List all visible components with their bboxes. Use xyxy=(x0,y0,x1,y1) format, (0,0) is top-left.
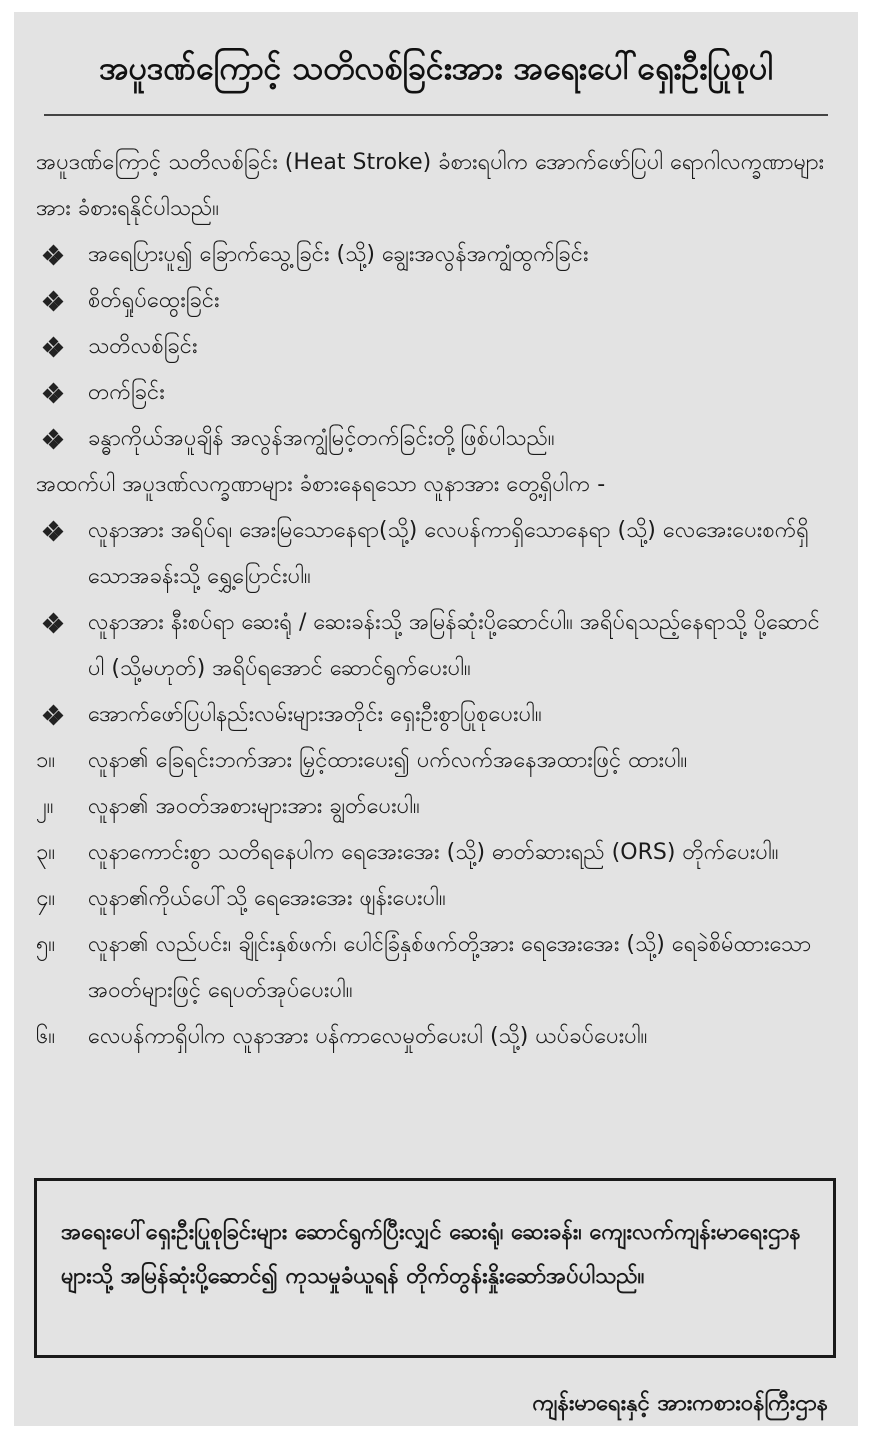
symptom-text: တက်ခြင်း xyxy=(88,380,165,405)
ministry-signature: ကျန်းမာရေးနှင့် အားကစားဝန်ကြီးဌာန xyxy=(532,1391,828,1416)
step-number: ၆။ xyxy=(36,1024,56,1049)
step-number: ၂။ xyxy=(36,794,54,819)
action-text: လူနာအား နီးစပ်ရာ ဆေးရုံ / ဆေးခန်းသို့ အမြန်ဆုံးပို့ဆောင်ပါ။ အရိပ်ရသည့်နေရာသို့ ပို့ဆောင်ပါ (သို့မဟုတ်) အရိပ်ရအောင် ဆောင်ရွက်ပေးပါ။ xyxy=(88,610,820,681)
symptom-text: သတိလစ်ခြင်း xyxy=(88,334,198,359)
symptom-text: ခန္ဓာကိုယ်အပူချိန် အလွန်အကျွံမြင့်တက်ခြင်းတို့ဖြစ်ပါသည်။ xyxy=(88,426,555,451)
symptom-text: စိတ်ရှုပ်ထွေးခြင်း xyxy=(88,288,220,313)
symptom-text: အရေပြားပူ၍ ခြောက်သွေ့ခြင်း (သို့) ချွေးအလွန်အကျွံထွက်ခြင်း xyxy=(88,242,589,267)
step-text: လူနာ၏ လည်ပင်း၊ ချိုင်းနှစ်ဖက်၊ ပေါင်ခြံနှစ်ဖက်တို့အား ရေအေးအေး (သို့) ရေခဲစိမ်ထားသော အဝတ်များဖြင့် ရေပတ်အုပ်ပေးပါ။ xyxy=(88,932,812,1003)
step-item xyxy=(36,1014,836,1060)
action-text: လူနာအား အရိပ်ရ၊ အေးမြသောနေရာ(သို့) လေပန်ကာရှိသောနေရာ (သို့) လေအေးပေးစက်ရှိသောအခန်းသို့ ရွှေ့ပြောင်းပါ။ xyxy=(88,518,809,589)
symptom-item xyxy=(36,324,836,370)
step-text: လူနာ၏ကိုယ်ပေါ်သို့ ရေအေးအေး ဖျန်းပေးပါ။ xyxy=(88,886,446,911)
step-number: ၅။ xyxy=(36,932,56,957)
step-text: လေပန်ကာရှိပါက လူနာအား ပန်ကာလေမှုတ်ပေးပါ (သို့) ယပ်ခပ်ပေးပါ။ xyxy=(88,1024,648,1049)
step-item xyxy=(36,830,836,876)
referral-notice-text: အရေးပေါ်ရှေးဦးပြုစုခြင်းများ ဆောင်ရွက်ပြီးလျှင် ဆေးရုံ၊ ဆေးခန်း၊ ကျေးလက်ကျန်းမာရေးဌာနများသို့ အမြန်ဆုံးပို့ဆောင်၍ ကုသမှုခံယူရန် တိုက်တွန်းနှိုးဆော်အပ်ပါသည်။ xyxy=(61,1220,801,1289)
step-text: လူနာ၏ ခြေရင်းဘက်အား မြှင့်ထားပေး၍ ပက်လက်အနေအထားဖြင့် ထားပါ။ xyxy=(88,748,688,773)
step-text: လူနာ၏ အဝတ်အစားများအား ချွတ်ပေးပါ။ xyxy=(88,794,420,819)
step-item xyxy=(36,922,836,1014)
symptom-item xyxy=(36,278,836,324)
action-intro: အထက်ပါ အပူဒဏ်လက္ခဏာများ ခံစားနေရသော လူနာအား တွေ့ရှိပါက - xyxy=(36,472,606,497)
step-number: ၁။ xyxy=(36,748,56,773)
step-item xyxy=(36,784,836,830)
bullet-diamond-icon xyxy=(36,600,88,646)
bullet-diamond-icon xyxy=(36,278,88,324)
step-item xyxy=(36,738,836,784)
action-text: အောက်ဖော်ပြပါနည်းလမ်းများအတိုင်း ရှေးဦးစွာပြုစုပေးပါ။ xyxy=(88,702,542,727)
page-title: အပူဒဏ်ကြောင့် သတိလစ်ခြင်းအား အရေးပေါ်ရှေးဦးပြုစုပါ xyxy=(99,49,773,87)
title-divider xyxy=(44,114,828,116)
symptom-item xyxy=(36,416,836,462)
action-item xyxy=(36,600,836,692)
bullet-diamond-icon xyxy=(36,692,88,738)
step-number: ၃။ xyxy=(36,840,56,865)
bullet-diamond-icon xyxy=(36,416,88,462)
action-item xyxy=(36,508,836,600)
step-item xyxy=(36,876,836,922)
notice-sheet xyxy=(14,12,858,1426)
intro-paragraph: အပူဒဏ်ကြောင့် သတိလစ်ခြင်း (Heat Stroke) ခံစားရပါက အောက်ဖော်ပြပါ ရောဂါလက္ခဏာများအား ခံစားရနိုင်ပါသည်။ xyxy=(36,150,825,221)
step-number: ၄။ xyxy=(36,886,56,911)
action-item xyxy=(36,692,836,738)
symptom-item xyxy=(36,232,836,278)
bullet-diamond-icon xyxy=(36,232,88,278)
symptom-item xyxy=(36,370,836,416)
bullet-diamond-icon xyxy=(36,370,88,416)
bullet-diamond-icon xyxy=(36,324,88,370)
step-text: လူနာကောင်းစွာ သတိရနေပါက ရေအေးအေး (သို့) ဓာတ်ဆားရည် (ORS) တိုက်ပေးပါ။ xyxy=(88,840,779,865)
notice-content xyxy=(36,140,836,1060)
bullet-diamond-icon xyxy=(36,508,88,554)
referral-notice-box xyxy=(34,1178,836,1358)
